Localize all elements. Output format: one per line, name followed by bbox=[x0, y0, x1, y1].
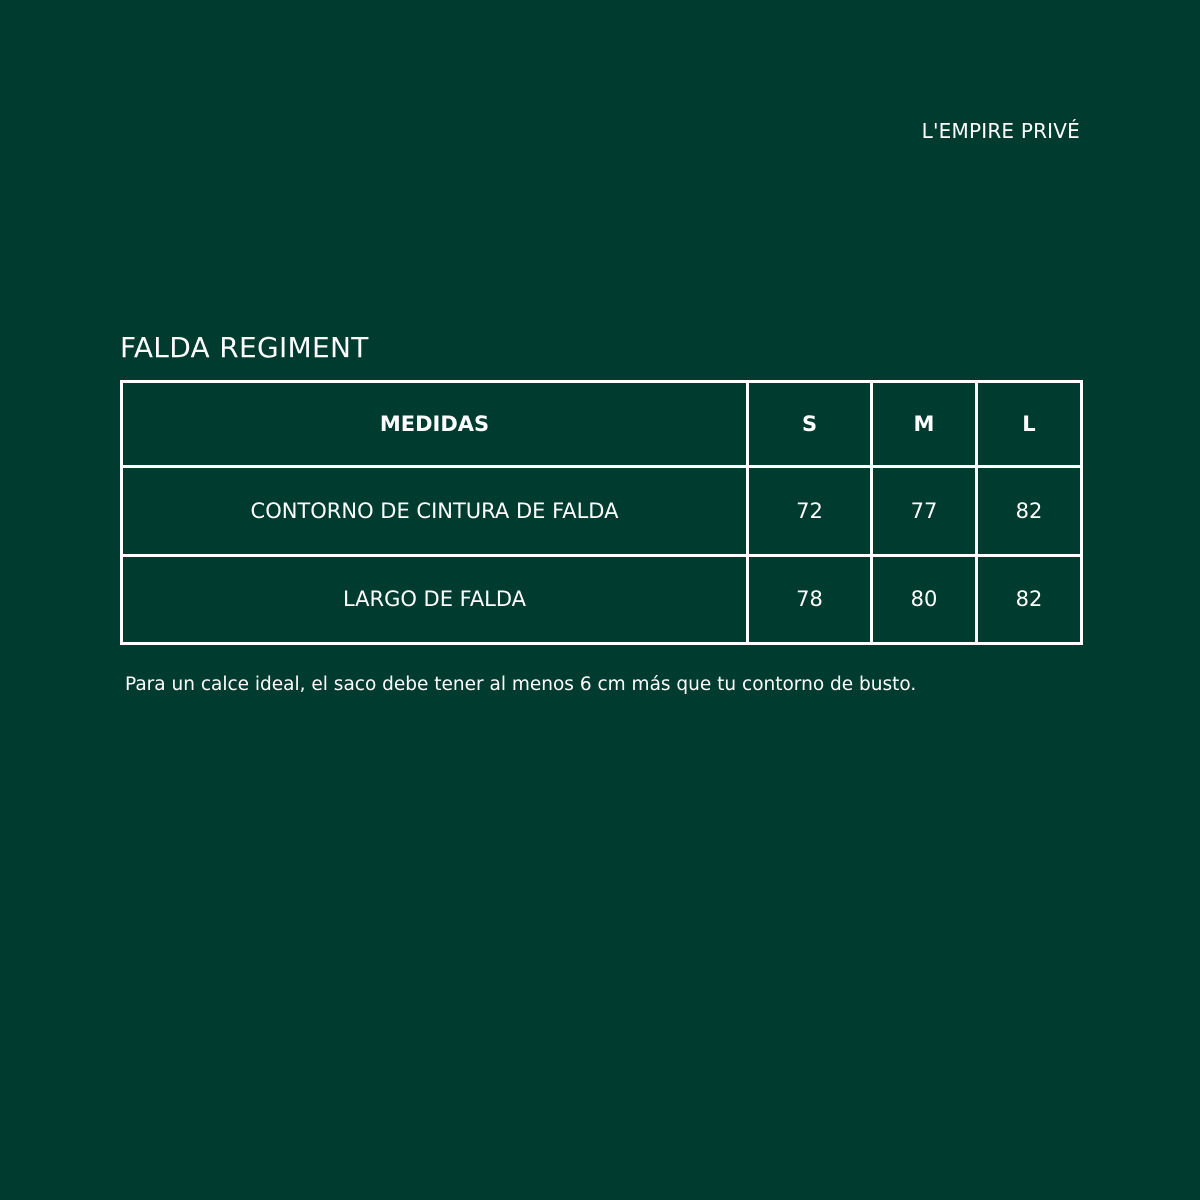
size-m-value: 80 bbox=[872, 555, 977, 644]
size-l-value: 82 bbox=[977, 555, 1082, 644]
measure-label: LARGO DE FALDA bbox=[122, 555, 748, 644]
size-chart-table bbox=[120, 380, 1083, 645]
fit-note: Para un calce ideal, el saco debe tener al menos 6 cm más que tu contorno de busto. bbox=[125, 674, 917, 695]
table-header-row bbox=[122, 382, 1082, 467]
header-cell-size-s: S bbox=[748, 382, 872, 467]
header-cell-measures: MEDIDAS bbox=[122, 382, 748, 467]
table-row bbox=[122, 555, 1082, 644]
brand-name: L'EMPIRE PRIVÉ bbox=[921, 119, 1080, 143]
header-cell-size-l: L bbox=[977, 382, 1082, 467]
measure-label: CONTORNO DE CINTURA DE FALDA bbox=[122, 467, 748, 556]
size-s-value: 78 bbox=[748, 555, 872, 644]
table-row bbox=[122, 467, 1082, 556]
size-l-value: 82 bbox=[977, 467, 1082, 556]
header-cell-size-m: M bbox=[872, 382, 977, 467]
size-s-value: 72 bbox=[748, 467, 872, 556]
size-m-value: 77 bbox=[872, 467, 977, 556]
page-title: FALDA REGIMENT bbox=[120, 331, 369, 364]
